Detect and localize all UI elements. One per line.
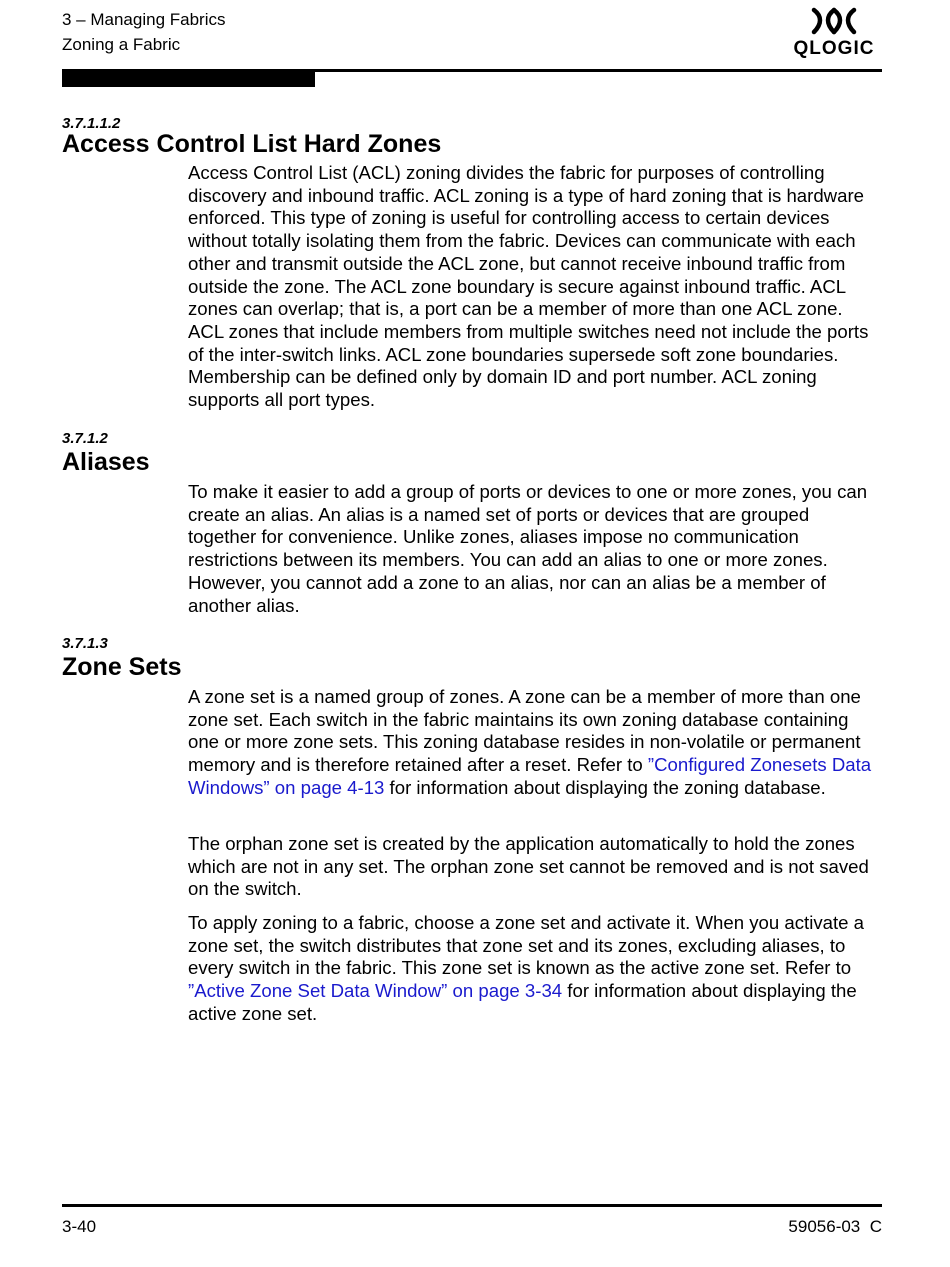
running-header-chapter: 3 – Managing Fabrics	[62, 10, 226, 29]
body-paragraph	[188, 686, 882, 800]
paragraph-text: To apply zoning to a fabric, choose a zone set and activate it. When you activate a zone set, the switch distributes that zone set and its zones, excluding aliases, to every switch in the fabric. This zone set is known as the active zone set. Refer to	[188, 912, 864, 979]
cross-reference-link[interactable]: ”Configured Zonesets Data Windows” on page 4-13	[188, 754, 872, 798]
footer-rule	[62, 1204, 882, 1207]
section-title: Access Control List Hard Zones	[62, 130, 442, 158]
paragraph-text: for information about displaying the active zone set.	[188, 980, 857, 1024]
section-number: 3.7.1.1.2	[62, 115, 121, 132]
body-paragraph: The orphan zone set is created by the application automatically to hold the zones which are not in any set. The orphan zone set cannot be removed and is not saved on the switch.	[188, 833, 869, 900]
body-paragraph: Access Control List (ACL) zoning divides the fabric for purposes of controlling discovery and inbound traffic. ACL zoning is a type of hard zoning that is hardware enforced. This type of zoning is useful for controlling access to certain devices without totally isolating them from the fabric. Devices can communicate with each other and transmit outside the ACL zone, but cannot receive inbound traffic from outside the zone. The ACL zone boundary is secure against inbound traffic. ACL zones can overlap; that is, a port can be a member of more than one ACL zone. ACL zones that include members from multiple switches need not include the ports of the inter-switch links. ACL zone boundaries supersede soft zone boundaries. Membership can be defined only by domain ID and port number. ACL zoning supports all port types.	[188, 162, 869, 411]
document-id: 59056-03 C	[788, 1217, 882, 1236]
section-title: Zone Sets	[62, 653, 182, 681]
page-number: 3-40	[62, 1217, 97, 1236]
paragraph-text: A zone set is a named group of zones. A zone can be a member of more than one zone set. Each switch in the fabric maintains its own zoning database containing one or more zone sets. This zoning database resides in non-volatile or permanent memory and is therefore retained after a reset. Refer to	[188, 686, 861, 776]
header-bar	[62, 72, 315, 87]
body-paragraph: To make it easier to add a group of ports or devices to one or more zones, you can create an alias. An alias is a named set of ports or devices that are grouped together for convenience. Unlike zones, aliases impose no communication restrictions between its members. You can add an alias to one or more zones. However, you cannot add a zone to an alias, nor can an alias be a member of another alias.	[188, 481, 868, 616]
qlogic-logo	[788, 6, 880, 62]
body-paragraph	[188, 912, 882, 1026]
cross-reference-link[interactable]: ”Active Zone Set Data Window” on page 3-34	[188, 980, 563, 1002]
section-number: 3.7.1.3	[62, 635, 108, 652]
section-number: 3.7.1.2	[62, 430, 108, 447]
qlogic-mark-icon	[788, 6, 880, 38]
running-header-section: Zoning a Fabric	[62, 35, 181, 54]
logo-wordmark: QLOGIC	[793, 38, 875, 59]
paragraph-text: for information about displaying the zoning database.	[384, 776, 826, 798]
section-title: Aliases	[62, 448, 150, 476]
